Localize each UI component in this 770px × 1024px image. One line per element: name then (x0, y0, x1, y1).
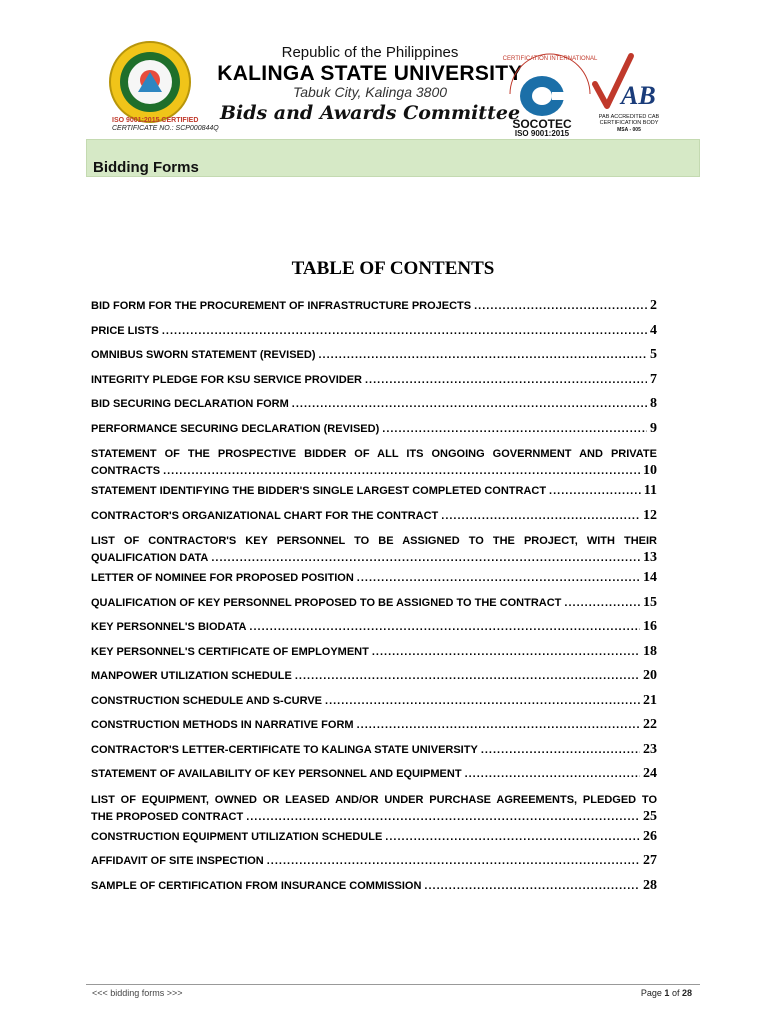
socotec-iso: ISO 9001:2015 (514, 129, 570, 136)
footer-page-current: 1 (664, 988, 670, 998)
toc-dot-leader (318, 349, 647, 361)
toc-entry-page: 2 (650, 298, 657, 313)
footer-page-total: 28 (681, 988, 692, 998)
toc-entry-title: QUALIFICATION OF KEY PERSONNEL PROPOSED TO BE ASSIGNED TO THE CONTRACT (91, 596, 562, 609)
toc-entry-title-line-1: LIST OF EQUIPMENT, OWNED OR LEASED AND/OR UNDER PURCHASE AGREEMENTS, PLEDGED TO (91, 793, 657, 806)
toc-entry-title: CONTRACTOR'S LETTER-CERTIFICATE TO KALINGA STATE UNIVERSITY (91, 743, 478, 756)
toc-dot-leader (382, 423, 647, 435)
toc-entry-title: KEY PERSONNEL'S BIODATA (91, 621, 247, 633)
ab-line-3: MSA - 005 (617, 127, 641, 133)
toc-entry-title-line-2: THE PROPOSED CONTRACT (91, 810, 244, 823)
toc-entry[interactable] (91, 595, 657, 620)
toc-entry-title: KEY PERSONNEL'S CERTIFICATE OF EMPLOYMENT (91, 645, 369, 658)
toc-entry-page: 21 (643, 692, 657, 708)
socotec-name: SOCOTEC (512, 117, 572, 131)
toc-dot-leader (441, 510, 640, 522)
toc-entry-title: PRICE LISTS (91, 324, 159, 337)
toc-entry-page: 28 (643, 877, 657, 893)
toc-entry-title-line-2: QUALIFICATION DATA (91, 552, 209, 564)
toc-entry-page: 14 (643, 570, 657, 585)
toc-entry-title: BID SECURING DECLARATION FORM (91, 398, 289, 410)
toc-dot-leader (295, 670, 640, 682)
toc-entry[interactable] (91, 532, 657, 570)
socotec-arc-text: CERTIFICATION INTERNATIONAL (502, 56, 598, 62)
seal-cert-line: CERTIFICATE NO.: SCP000844Q (112, 125, 219, 132)
toc-entry[interactable] (91, 878, 657, 903)
toc-entry[interactable] (91, 791, 657, 829)
toc-entry-page: 23 (643, 741, 657, 757)
toc-dot-leader (385, 831, 640, 843)
toc-dot-leader (357, 572, 640, 584)
toc-entry[interactable] (91, 829, 657, 854)
toc-entry-page: 27 (643, 853, 657, 868)
toc-entry[interactable] (91, 445, 657, 483)
toc-entry-page: 4 (650, 322, 657, 338)
toc-dot-leader (365, 374, 647, 386)
header-republic: Republic of the Philippines (281, 44, 459, 61)
toc-entry[interactable] (91, 766, 657, 791)
table-of-contents (91, 298, 657, 902)
header-city: Tabuk City, Kalinga 3800 (292, 84, 448, 100)
toc-entry[interactable] (91, 508, 657, 533)
toc-entry-title-line-2: CONTRACTS (91, 465, 161, 477)
toc-entry-page: 9 (650, 420, 657, 436)
toc-entry-page: 18 (643, 643, 657, 659)
toc-entry[interactable] (91, 742, 657, 767)
toc-entry-title-line-1: STATEMENT OF THE PROSPECTIVE BIDDER OF ALL ITS ONGOING GOVERNMENT AND PRIVATE (91, 448, 657, 460)
toc-dot-leader (564, 597, 640, 609)
ab-line-1: PAB ACCREDITED CAB (598, 114, 660, 120)
seal-iso-line: ISO 9001:2015 CERTIFIED (112, 117, 199, 124)
toc-entry-title: BID FORM FOR THE PROCUREMENT OF INFRASTRUCTURE PROJECTS (91, 300, 472, 312)
footer-divider (86, 984, 700, 985)
toc-entry[interactable] (91, 372, 657, 397)
header-university: KALINGA STATE UNIVERSITY (217, 62, 523, 85)
toc-entry-page: 22 (643, 717, 657, 732)
header-committee: Bids and Awards Committee (219, 102, 521, 124)
toc-entry-page: 26 (643, 828, 657, 844)
toc-entry-page: 13 (643, 550, 657, 565)
toc-entry[interactable] (91, 570, 657, 595)
toc-dot-leader (267, 855, 640, 867)
section-header-bar (86, 139, 700, 177)
toc-entry-page: 12 (643, 507, 657, 523)
toc-entry-page: 10 (643, 463, 657, 478)
toc-entry-title: LETTER OF NOMINEE FOR PROPOSED POSITION (91, 572, 354, 584)
toc-dot-leader (357, 719, 640, 731)
toc-entry[interactable] (91, 853, 657, 878)
toc-entry[interactable] (91, 298, 657, 323)
footer-page-number (641, 988, 692, 998)
toc-dot-leader (246, 811, 640, 823)
toc-entry[interactable] (91, 693, 657, 718)
toc-dot-leader (372, 646, 640, 658)
toc-entry-page: 20 (643, 668, 657, 683)
toc-entry-page: 15 (643, 594, 657, 610)
footer-of-word: of (671, 988, 680, 998)
toc-entry-page: 11 (643, 483, 657, 498)
toc-entry[interactable] (91, 668, 657, 693)
toc-entry[interactable] (91, 717, 657, 742)
toc-entry-title: STATEMENT OF AVAILABILITY OF KEY PERSONNEL AND EQUIPMENT (91, 768, 462, 780)
toc-title: TABLE OF CONTENTS (291, 258, 495, 279)
pab-accreditation-logo (585, 44, 675, 140)
toc-entry-title: SAMPLE OF CERTIFICATION FROM INSURANCE COMMISSION (91, 879, 422, 892)
toc-dot-leader (163, 465, 640, 477)
toc-dot-leader (249, 621, 640, 633)
toc-dot-leader (292, 398, 647, 410)
footer-document-label: <<< bidding forms >>> (92, 988, 183, 998)
toc-entry[interactable] (91, 619, 657, 644)
toc-entry[interactable] (91, 323, 657, 348)
toc-dot-leader (325, 695, 640, 707)
toc-dot-leader (481, 744, 640, 756)
toc-entry[interactable] (91, 483, 657, 508)
toc-entry[interactable] (91, 347, 657, 372)
toc-dot-leader (474, 300, 647, 312)
toc-dot-leader (211, 552, 640, 564)
toc-entry-page: 8 (650, 396, 657, 411)
toc-entry-title: PERFORMANCE SECURING DECLARATION (REVISED) (91, 422, 380, 435)
footer-page-word: Page (640, 988, 662, 998)
toc-entry-page: 7 (650, 371, 657, 387)
toc-entry-title: CONSTRUCTION SCHEDULE AND S-CURVE (91, 694, 323, 707)
toc-entry-page: 16 (643, 619, 657, 634)
toc-entry-title-line-1: LIST OF CONTRACTOR'S KEY PERSONNEL TO BE ASSIGNED TO THE PROJECT, WITH THEIR (91, 535, 657, 547)
section-title: Bidding Forms (93, 159, 199, 176)
ab-mark: AB (621, 81, 656, 110)
toc-entry[interactable] (91, 421, 657, 446)
ab-line-2: CERTIFICATION BODY (599, 120, 659, 126)
toc-dot-leader (465, 768, 640, 780)
toc-entry-title: OMNIBUS SWORN STATEMENT (REVISED) (91, 349, 316, 361)
toc-entry-title: CONSTRUCTION EQUIPMENT UTILIZATION SCHEDULE (91, 830, 383, 843)
toc-entry-title: MANPOWER UTILIZATION SCHEDULE (91, 670, 292, 682)
toc-entry-title: CONSTRUCTION METHODS IN NARRATIVE FORM (91, 719, 354, 731)
toc-dot-leader (549, 485, 641, 497)
toc-dot-leader (424, 880, 640, 892)
toc-entry-title: CONTRACTOR'S ORGANIZATIONAL CHART FOR THE CONTRACT (91, 509, 439, 522)
toc-entry[interactable] (91, 396, 657, 421)
toc-entry-title: STATEMENT IDENTIFYING THE BIDDER'S SINGLE LARGEST COMPLETED CONTRACT (91, 485, 547, 497)
toc-entry-page: 25 (643, 808, 657, 824)
toc-entry-page: 5 (650, 347, 657, 362)
toc-dot-leader (162, 325, 647, 337)
toc-entry-title: AFFIDAVIT OF SITE INSPECTION (91, 855, 264, 867)
toc-entry[interactable] (91, 644, 657, 669)
toc-entry-title: INTEGRITY PLEDGE FOR KSU SERVICE PROVIDER (91, 373, 362, 386)
toc-entry-page: 24 (643, 766, 657, 781)
